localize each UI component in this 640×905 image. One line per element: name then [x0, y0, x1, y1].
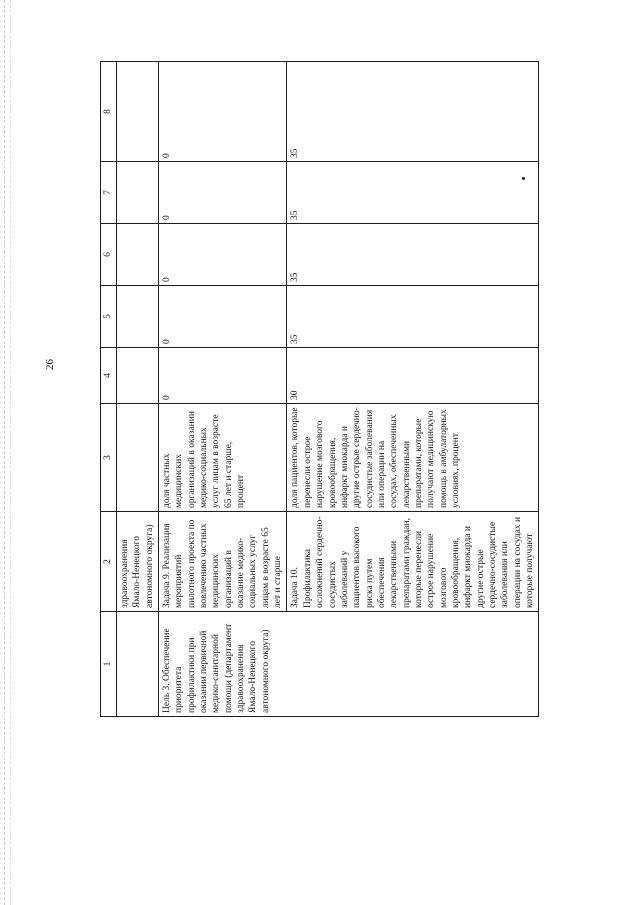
task-cell: Задача 10. Профилактика осложнений сердечно-сосудистых заболеваний у пациентов высокого риска путем обеспечения лекарственными препаратами граждан, которые перенесли острое нарушение мозгового кровообращения, инфаркт миокарда и другие острые сердечно-сосудистые заболевания или операции на сосудах и которые получают: [287, 512, 539, 612]
header-cell: 4: [101, 348, 117, 404]
header-cell: 1: [101, 612, 117, 717]
page-number: 26: [44, 359, 56, 370]
goal-cell: Цель 3. Обеспечение приоритета профилактики при оказании первичной медико-санитарной помощи (департамент здравоохранения Ямало-Ненецкого автономного округа): [159, 612, 539, 717]
header-cell: 5: [101, 286, 117, 348]
header-cell: 7: [101, 162, 117, 224]
scan-edge-line: [10, 0, 11, 905]
value-cell: [117, 224, 159, 286]
value-cell: 35: [287, 224, 539, 286]
value-cell: [117, 286, 159, 348]
value-cell: 0: [159, 224, 287, 286]
header-cell: 6: [101, 224, 117, 286]
task-cell: Задача 9. Реализация мероприятий пилотного проекта по вовлечению частных медицинских организаций в оказание медико-социальных услуг лицам в возрасте 65 лет и старше: [159, 512, 287, 612]
goal-cell: [117, 612, 159, 717]
scan-edge-line: [4, 0, 5, 905]
value-cell: 35: [287, 162, 539, 224]
indicator-cell: доля пациентов, которые перенесли острое нарушение мозгового кровообращения, инфаркт миокарда и другие острые сердечно-сосудистые заболевания или операции на сосудах, обеспеченных лекарственными препаратами, которые получают медицинскую помощь в амбулаторных условиях, процент: [287, 404, 539, 512]
header-cell: 3: [101, 404, 117, 512]
table-header-row: [101, 62, 117, 717]
header-cell: 8: [101, 62, 117, 162]
indicator-cell: [117, 404, 159, 512]
table-row: [117, 62, 159, 717]
value-cell: 0: [159, 162, 287, 224]
value-cell: 0: [159, 348, 287, 404]
value-cell: 0: [159, 62, 287, 162]
rotated-page: [100, 62, 569, 717]
indicator-cell: доля частных медицинских организаций в оказании медико-социальных услуг лицам в возрасте 65 лет и старше, процент: [159, 404, 287, 512]
value-cell: 35: [287, 286, 539, 348]
value-cell: 35: [287, 62, 539, 162]
value-cell: 30: [287, 348, 539, 404]
header-cell: 2: [101, 512, 117, 612]
value-cell: [117, 62, 159, 162]
table-row: [159, 62, 287, 717]
indicator-table: [100, 61, 539, 717]
value-cell: 0: [159, 286, 287, 348]
value-cell: [117, 348, 159, 404]
value-cell: [117, 162, 159, 224]
task-cell: здравоохранения Ямало-Ненецкого автономного округа): [117, 512, 159, 612]
